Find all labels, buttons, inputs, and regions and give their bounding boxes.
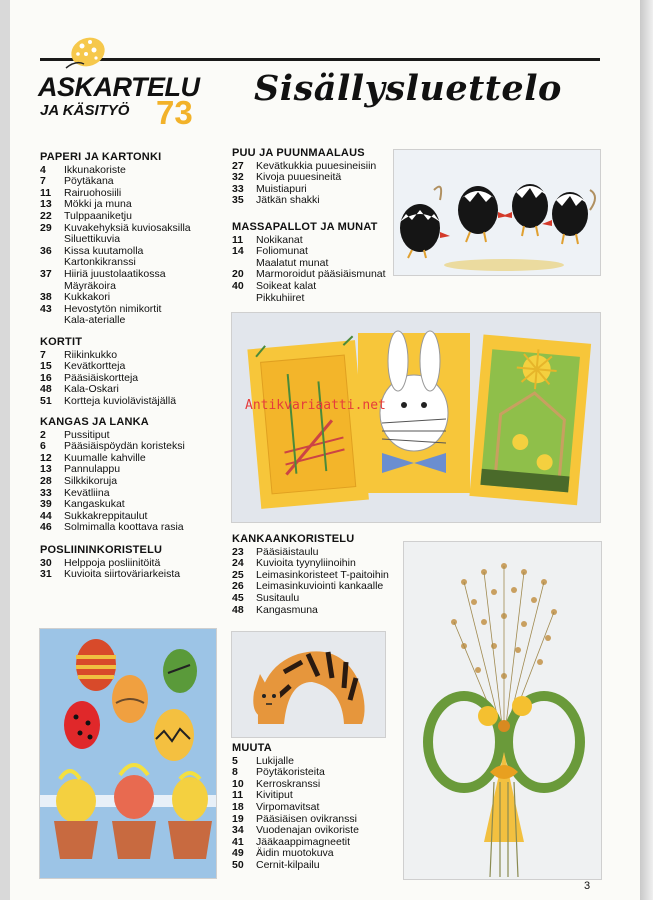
toc-item-label: Vuodenajan ovikoriste [256, 824, 359, 837]
toc-item-label: Pannulappu [64, 463, 121, 476]
toc-page-number: 22 [40, 209, 52, 222]
easter-cards-photo [231, 312, 601, 523]
toc-page-number: 7 [40, 348, 46, 361]
toc-page-number: 33 [232, 182, 244, 195]
section-puu [232, 148, 392, 207]
logo-title: ASKARTELU [38, 72, 200, 102]
toc-page-number: 36 [40, 244, 52, 257]
toc-item-label: Maalatut munat [256, 256, 329, 269]
section-list [40, 430, 230, 534]
toc-page-number: 37 [40, 267, 52, 280]
toc-page-number: 18 [232, 800, 244, 813]
toc-page-number: 23 [232, 545, 244, 558]
toc-page-number: 43 [40, 302, 52, 315]
toc-page-number: 50 [232, 858, 244, 871]
toc-item-label: Soikeat kalat [256, 279, 317, 292]
toc-page-number: 40 [232, 279, 244, 292]
section-heading: KANGAS JA LANKA [40, 416, 149, 428]
toc-page-number: 20 [232, 268, 244, 281]
toc-item-label: Jääkaappimagneetit [256, 835, 350, 848]
toc-page-number: 2 [40, 428, 46, 441]
toc-page-number: 29 [40, 221, 52, 234]
toc-item-label: Susitaulu [256, 591, 300, 604]
toc-item [40, 211, 230, 223]
easter-cards-illustration [232, 313, 600, 522]
toc-page-number [232, 293, 256, 305]
toc-item-label: Pääsiäiskortteja [64, 371, 139, 384]
clay-cat-illustration [232, 632, 385, 737]
section-kankaan [232, 534, 402, 616]
toc-item-label: Pääsiäistaulu [256, 545, 319, 558]
toc-item-label: Kuvioita siirtoväriarkeista [64, 568, 181, 581]
toc-item-label: Kevätliina [64, 486, 110, 499]
toc-item-label: Kivoja puuesineitä [256, 171, 342, 184]
toc-item-label: Kevätkortteja [64, 360, 126, 373]
toc-item-label: Rairuohosiili [64, 186, 122, 199]
toc-page-number: 30 [40, 556, 52, 569]
toc-item [40, 522, 230, 534]
toc-item-label: Nokikanat [256, 233, 303, 246]
toc-page-number: 51 [40, 394, 52, 407]
toc-page-number: 4 [40, 163, 46, 176]
toc-item-label: Leimasinkoristeet T-paitoihin [256, 568, 389, 581]
toc-page-number: 16 [40, 371, 52, 384]
toc-item-label: Kuumalle kahville [64, 451, 146, 464]
toc-item [40, 315, 230, 327]
toc-page-number: 26 [232, 580, 244, 593]
toc-page-number: 31 [40, 568, 52, 581]
egg-chicks-illustration [394, 150, 600, 275]
section-kangas [40, 417, 230, 534]
toc-item-label: Äidin muotokuva [256, 847, 334, 860]
toc-item-label: Kukkakori [64, 291, 111, 304]
toc-page-number: 35 [232, 194, 244, 207]
toc-page-number: 32 [232, 171, 244, 184]
toc-item [232, 825, 402, 837]
toc-item-label: Foliomunat [256, 245, 308, 258]
section-massa [232, 222, 392, 304]
watermark-text: Antikvariaatti.net [245, 398, 386, 413]
toc-page-number: 13 [40, 198, 52, 211]
logo-subtitle: JA KÄSITYÖ [40, 102, 130, 119]
toc-item-label: Virpomavitsat [256, 800, 320, 813]
toc-page-number: 38 [40, 291, 52, 304]
toc-item [40, 269, 230, 281]
section-posliini [40, 545, 230, 581]
toc-page-number: 49 [232, 847, 244, 860]
toc-item [232, 802, 402, 814]
toc-item [232, 195, 392, 207]
toc-item [40, 499, 230, 511]
chick-eggs-photo [393, 149, 601, 276]
toc-item [40, 569, 230, 581]
section-heading: MUUTA [232, 742, 272, 754]
section-list [40, 350, 230, 408]
toc-page-number: 24 [232, 557, 244, 570]
toc-item [232, 605, 402, 617]
painted-eggs-illustration [40, 629, 216, 878]
toc-page-number: 34 [232, 824, 244, 837]
toc-item-label: Hiiriä juustolaatikossa [64, 267, 166, 280]
toc-page-number: 6 [40, 440, 46, 453]
section-kortit [40, 337, 230, 408]
section-heading: PUU JA PUUNMAALAUS [232, 147, 365, 159]
toc-item-label: Silkkikoruja [64, 474, 118, 487]
section-list [40, 165, 230, 327]
toc-item-label: Mökki ja muna [64, 198, 132, 211]
toc-item-label: Solmimalla koottava rasia [64, 521, 184, 534]
toc-item-label: Siluettikuvia [64, 233, 121, 246]
toc-page-number: 11 [40, 186, 52, 199]
toc-item [40, 292, 230, 304]
toc-item-label: Lukijalle [256, 754, 294, 767]
magazine-logo [38, 32, 218, 132]
toc-page-number [40, 234, 64, 246]
toc-item-label: Pöytäkoristeita [256, 766, 325, 779]
toc-page-number: 10 [232, 777, 244, 790]
section-heading: MASSAPALLOT JA MUNAT [232, 221, 378, 233]
toc-page-number: 45 [232, 591, 244, 604]
toc-item-label: Pikkuhiiret [256, 291, 305, 304]
toc-item-label: Kevätkukkia puuesineisiin [256, 159, 377, 172]
toc-page-number: 27 [232, 159, 244, 172]
toc-item-label: Pöytäkana [64, 175, 114, 188]
toc-page-number: 41 [232, 835, 244, 848]
toc-page-number: 5 [232, 754, 238, 767]
section-heading: KANKAANKORISTELU [232, 533, 355, 545]
spotted-egg-icon [58, 32, 110, 76]
toc-item-label: Kartonkikranssi [64, 256, 136, 269]
toc-item-label: Kerroskranssi [256, 777, 321, 790]
toc-page-number: 12 [40, 451, 52, 464]
toc-page-number: 48 [40, 383, 52, 396]
toc-page-number: 48 [232, 603, 244, 616]
toc-item [232, 281, 392, 293]
toc-item-label: Mäyräkoira [64, 279, 116, 292]
toc-page-number: 14 [232, 245, 244, 258]
section-paperi [40, 152, 230, 327]
toc-item-label: Hevostytön nimikortit [64, 302, 162, 315]
page-title: Sisällysluettelo [254, 68, 562, 109]
page-edge-shadow [640, 0, 653, 900]
toc-item-label: Pussitiput [64, 428, 110, 441]
toc-item [40, 396, 230, 408]
painted-eggs-photo [39, 628, 217, 879]
section-list [40, 558, 230, 581]
issue-number: 73 [156, 94, 193, 131]
page-number: 3 [584, 880, 591, 892]
toc-item-label: Muistiapuri [256, 182, 307, 195]
toc-item-label: Kissa kuutamolla [64, 244, 144, 257]
toc-page-number [40, 315, 64, 327]
toc-item-label: Marmoroidut pääsiäismunat [256, 268, 386, 281]
toc-item [232, 860, 402, 872]
toc-item-label: Tulppaaniketju [64, 209, 132, 222]
toc-item-label: Kuvioita tyynyliinoihin [256, 557, 356, 570]
toc-item-label: Kortteja kuviolävistäjällä [64, 394, 177, 407]
section-muuta [232, 743, 402, 872]
wreath-photo [403, 541, 602, 880]
toc-page-number: 44 [40, 509, 52, 522]
toc-item-label: Leimasinkuviointi kankaalle [256, 580, 384, 593]
toc-item-label: Kangaskukat [64, 498, 125, 511]
toc-page-number: 13 [40, 463, 52, 476]
toc-item [232, 593, 402, 605]
toc-page-number: 11 [232, 789, 244, 802]
wreath-illustration [404, 542, 601, 879]
toc-item-label: Kivitiput [256, 789, 293, 802]
toc-item-label: Pääsiäisen ovikranssi [256, 812, 357, 825]
toc-page-number: 28 [40, 474, 52, 487]
section-list [232, 756, 402, 872]
toc-page-number: 19 [232, 812, 244, 825]
toc-item-label: Cernit-kilpailu [256, 858, 320, 871]
toc-page-number: 8 [232, 766, 238, 779]
toc-page-number: 7 [40, 175, 46, 188]
section-list [232, 235, 392, 305]
section-heading: KORTIT [40, 336, 83, 348]
toc-item-label: Pääsiäispöydän koristeksi [64, 440, 185, 453]
toc-item-label: Ikkunakoriste [64, 163, 126, 176]
section-heading: POSLIININKORISTELU [40, 544, 163, 556]
toc-item [40, 234, 230, 246]
toc-item [40, 476, 230, 488]
clay-cat-photo [231, 631, 386, 738]
section-list [232, 161, 392, 207]
toc-item-label: Kangasmuna [256, 603, 318, 616]
toc-item [232, 293, 392, 305]
toc-item-label: Riikinkukko [64, 348, 118, 361]
section-heading: PAPERI JA KARTONKI [40, 151, 162, 163]
toc-item-label: Helppoja posliinitöitä [64, 556, 161, 569]
toc-page-number: 46 [40, 521, 52, 534]
toc-page-number: 33 [40, 486, 52, 499]
toc-item-label: Kuvakehyksiä kuviosaksilla [64, 221, 191, 234]
toc-page-number: 11 [232, 233, 244, 246]
section-list [232, 547, 402, 617]
toc-page-number: 25 [232, 568, 244, 581]
toc-item-label: Kala-aterialle [64, 314, 126, 327]
toc-item-label: Kala-Oskari [64, 383, 119, 396]
toc-item-label: Sukkakreppitaulut [64, 509, 148, 522]
toc-page-number: 39 [40, 498, 52, 511]
toc-item-label: Jätkän shakki [256, 194, 320, 207]
toc-page-number: 15 [40, 360, 52, 373]
